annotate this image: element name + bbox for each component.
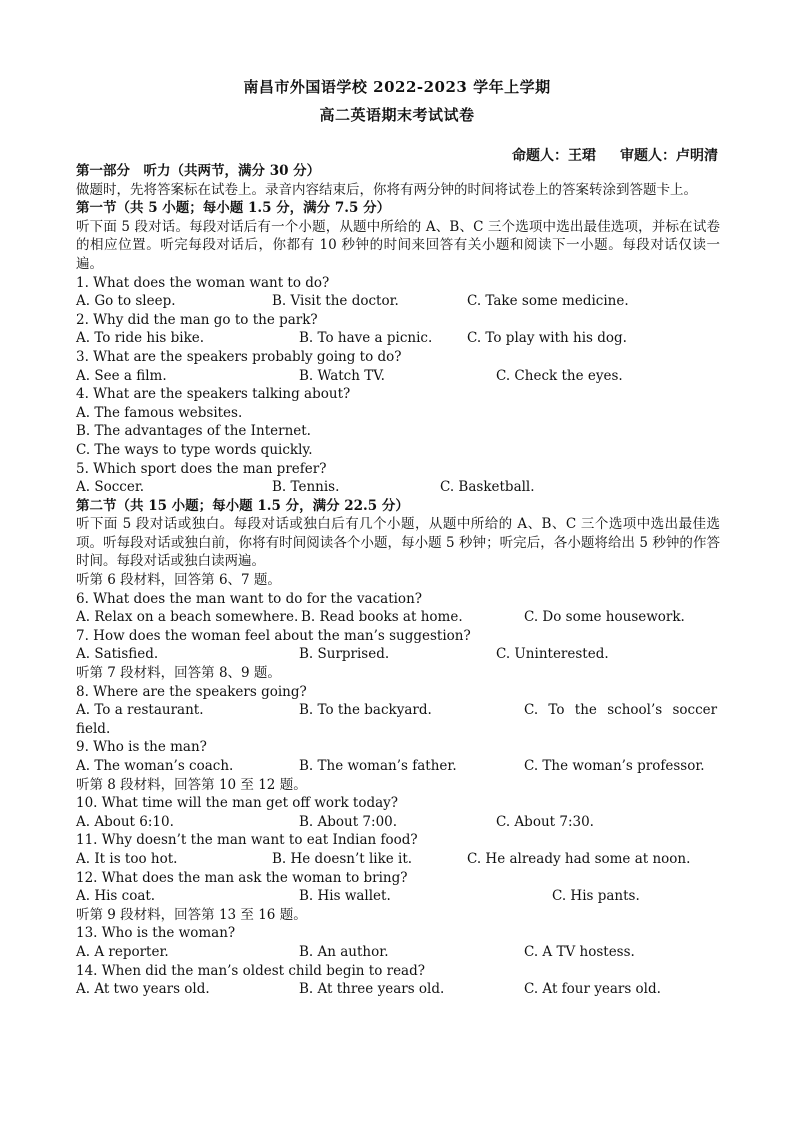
question-12: 12. What does the man ask the woman to bring? xyxy=(76,869,408,886)
option-c: C. At four years old. xyxy=(524,981,661,998)
section1-heading: 第一节（共 5 小题；每小题 1.5 分，满分 7.5 分） xyxy=(76,200,391,217)
options-6 xyxy=(76,608,720,627)
option-c: C. To the school’s soccer xyxy=(524,702,718,719)
question-9: 9. Who is the man? xyxy=(76,739,207,756)
part1-heading: 第一部分 听力（共两节，满分 30 分） xyxy=(76,163,321,179)
option-b: B. His wallet. xyxy=(299,888,391,905)
question-2: 2. Why did the man go to the park? xyxy=(76,311,318,328)
options-3 xyxy=(76,367,720,386)
option-a: A. The famous websites. xyxy=(76,404,243,421)
option-c: C. Take some medicine. xyxy=(467,293,629,310)
option-c: C. The woman’s professor. xyxy=(524,758,705,774)
option-c-continued: field. xyxy=(76,720,111,737)
options-5 xyxy=(76,478,720,497)
exam-subtitle: 高二英语期末考试试卷 xyxy=(319,106,475,124)
option-b: B. Surprised. xyxy=(299,646,390,663)
part1-instruction: 做题时，先将答案标在试卷上。录音内容结束后，你将有两分钟的时间将试卷上的答案转涂到答题卡上。 xyxy=(76,181,697,198)
option-b: B. To the backyard. xyxy=(299,702,432,719)
option-b: B. Tennis. xyxy=(272,479,340,496)
option-c: C. Check the eyes. xyxy=(496,367,623,384)
question-1: 1. What does the woman want to do? xyxy=(76,274,330,291)
option-c: C. He already had some at noon. xyxy=(467,850,691,867)
option-b: B. He doesn’t like it. xyxy=(272,850,413,867)
option-a: A. At two years old. xyxy=(76,981,210,998)
question-3: 3. What are the speakers probably going to do? xyxy=(76,348,402,365)
option-b: B. To have a picnic. xyxy=(299,330,433,347)
option-b: B. An author. xyxy=(299,943,389,960)
question-10: 10. What time will the man get off work today? xyxy=(76,795,399,812)
material-9-note: 听第 9 段材料，回答第 13 至 16 题。 xyxy=(76,906,307,923)
options-13 xyxy=(76,943,720,962)
option-b: B. About 7:00. xyxy=(299,813,398,830)
options-12 xyxy=(76,887,720,906)
question-14: 14. When did the man’s oldest child begin to read? xyxy=(76,962,425,979)
question-8: 8. Where are the speakers going? xyxy=(76,683,307,700)
question-5: 5. Which sport does the man prefer? xyxy=(76,460,327,477)
option-a: A. To ride his bike. xyxy=(76,330,205,347)
option-c: C. Basketball. xyxy=(440,479,535,496)
reviewer-name: 审题人：卢明清 xyxy=(620,148,718,164)
section1-instruction: 听下面 5 段对话。每段对话后有一个小题，从题中所给的 A、B、C 三个选项中选出最佳选项，并标在试卷的相应位置。听完每段对话后，你都有 10 秒钟的时间来回答有关小题和阅读下一小题。每段对话仅读一遍。 xyxy=(76,218,720,272)
author-name: 命题人：王珺 xyxy=(512,148,596,164)
options-7 xyxy=(76,645,720,664)
options-10 xyxy=(76,813,720,832)
option-a: A. Relax on a beach somewhere. xyxy=(76,609,299,626)
question-13: 13. Who is the woman? xyxy=(76,925,236,942)
option-a: A. Go to sleep. xyxy=(76,293,176,310)
option-c: C. Do some housework. xyxy=(524,609,685,626)
options-11 xyxy=(76,850,720,869)
option-b: B. Read books at home. xyxy=(301,609,463,626)
option-b: B. Visit the doctor. xyxy=(272,293,399,310)
option-c: C. About 7:30. xyxy=(496,813,594,830)
material-7-note: 听第 7 段材料，回答第 8、9 题。 xyxy=(76,665,281,682)
section2-instruction: 听下面 5 段对话或独白。每段对话或独白后有几个小题，从题中所给的 A、B、C 三个选项中选出最佳选项。听每段对话或独白前，你将有时间阅读各个小题，每小题 5 秒钟；听完后，各小题将给出 5 秒钟的作答时间。每段对话或独白读两遍。 xyxy=(76,516,720,570)
option-b: B. The woman’s father. xyxy=(299,758,457,774)
option-a: A. Soccer. xyxy=(76,479,145,496)
options-14 xyxy=(76,980,720,999)
options-1 xyxy=(76,292,720,311)
question-4: 4. What are the speakers talking about? xyxy=(76,386,351,403)
option-b: B. At three years old. xyxy=(299,981,445,998)
option-a: A. His coat. xyxy=(76,888,156,905)
section2-heading: 第二节（共 15 小题；每小题 1.5 分，满分 22.5 分） xyxy=(76,497,409,514)
option-a: A. See a film. xyxy=(76,367,167,384)
question-7: 7. How does the woman feel about the man’s suggestion? xyxy=(76,627,471,644)
question-11: 11. Why doesn’t the man want to eat Indian food? xyxy=(76,832,418,849)
question-6: 6. What does the man want to do for the vacation? xyxy=(76,590,422,607)
options-9 xyxy=(76,757,720,776)
option-a: A. Satisfied. xyxy=(76,646,159,663)
option-c: C. His pants. xyxy=(552,888,640,905)
option-a: A. To a restaurant. xyxy=(76,702,204,719)
option-c: C. Uninterested. xyxy=(496,646,609,663)
option-c: C. The ways to type words quickly. xyxy=(76,441,313,458)
option-a: A. The woman’s coach. xyxy=(76,758,234,774)
option-c: C. A TV hostess. xyxy=(524,943,635,960)
exam-body xyxy=(76,162,720,999)
option-a: A. A reporter. xyxy=(76,943,169,960)
option-a: A. About 6:10. xyxy=(76,813,174,830)
option-c: C. To play with his dog. xyxy=(467,330,627,347)
material-6-note: 听第 6 段材料，回答第 6、7 题。 xyxy=(76,572,281,589)
option-b: B. Watch TV. xyxy=(299,367,385,384)
material-8-note: 听第 8 段材料，回答第 10 至 12 题。 xyxy=(76,776,307,793)
option-a: A. It is too hot. xyxy=(76,850,178,867)
option-b: B. The advantages of the Internet. xyxy=(76,423,311,440)
options-2 xyxy=(76,329,720,348)
exam-title: 南昌市外国语学校 2022-2023 学年上学期 xyxy=(243,78,551,96)
options-8 xyxy=(76,701,720,720)
